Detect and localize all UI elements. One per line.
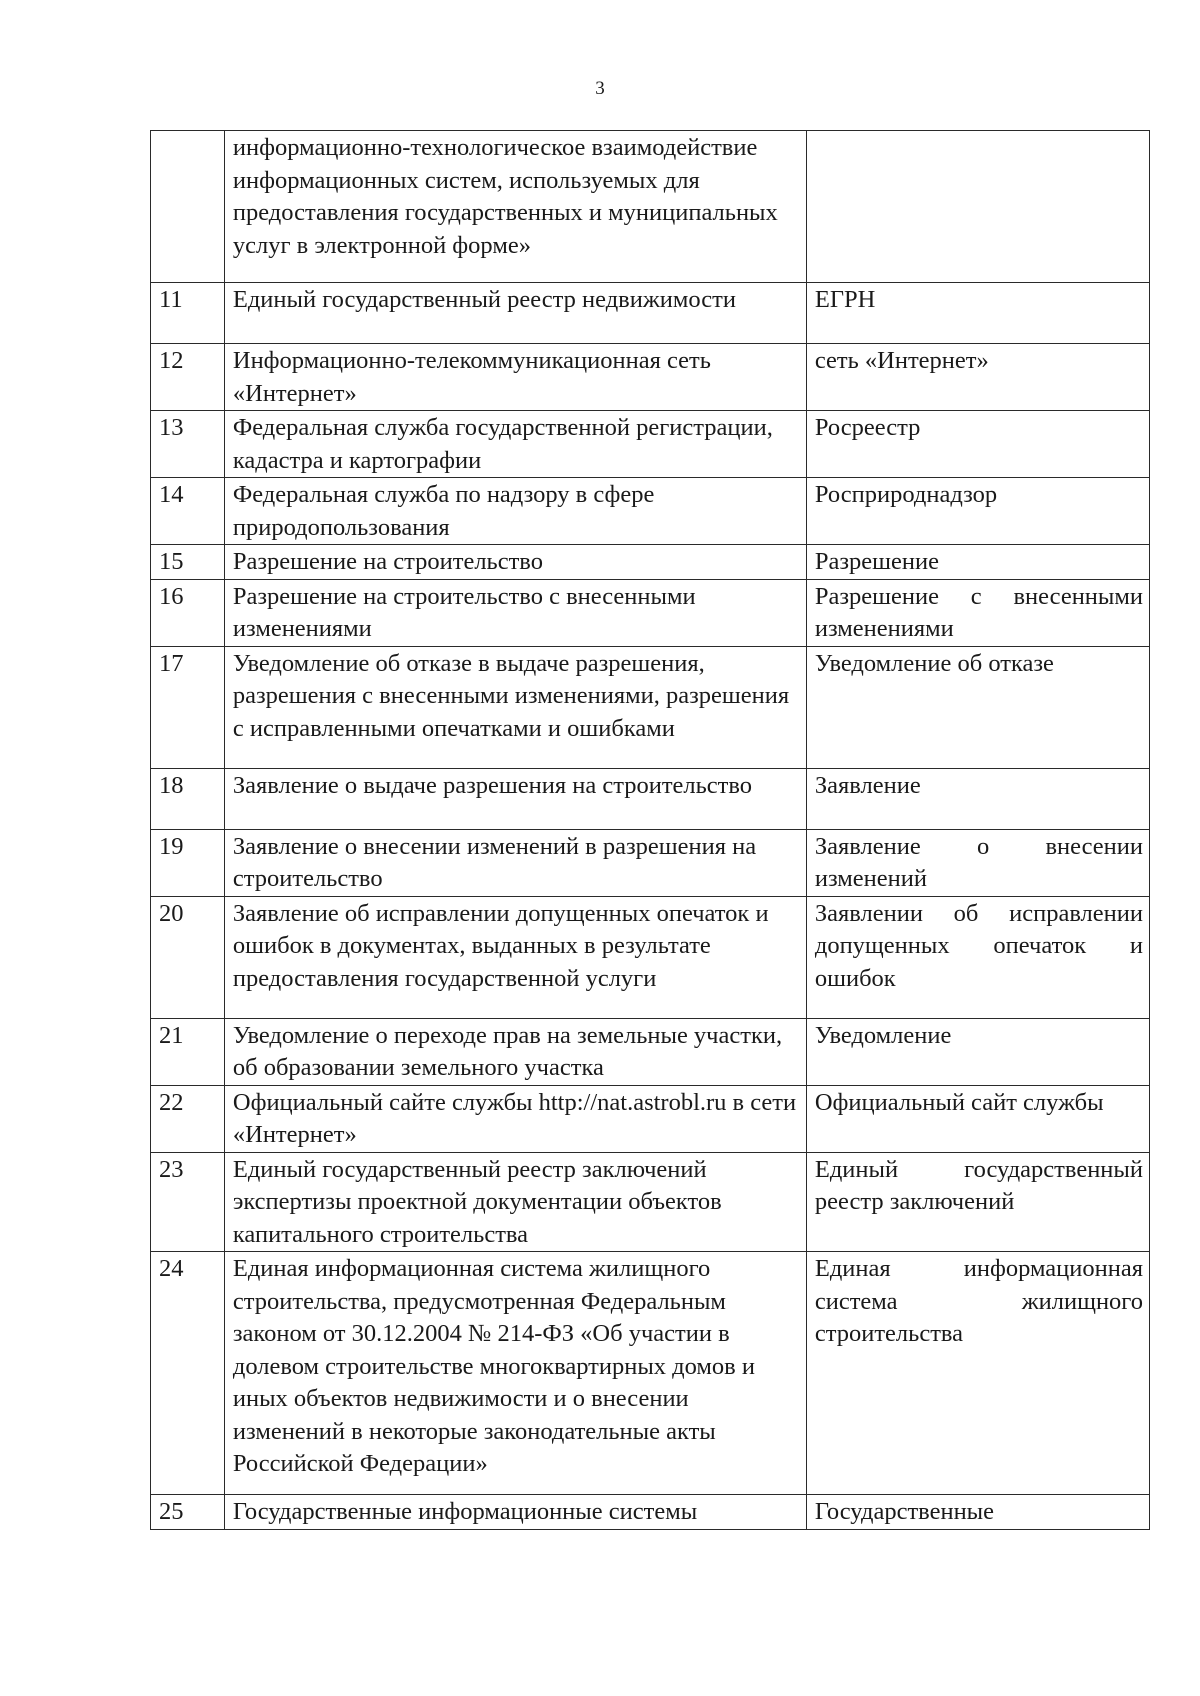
table-row	[151, 411, 1150, 478]
full-name-cell: Заявление о внесении изменений в разрешения на строительство	[224, 829, 806, 896]
full-name-cell: Уведомление об отказе в выдаче разрешения, разрешения с внесенными изменениями, разрешения с исправленными опечатками и ошибками	[224, 646, 806, 768]
row-number: 13	[151, 411, 225, 478]
row-number: 14	[151, 478, 225, 545]
row-number: 12	[151, 344, 225, 411]
full-name-cell: Государственные информационные системы	[224, 1495, 806, 1530]
table-row	[151, 131, 1150, 283]
abbreviation-cell: Государственные	[806, 1495, 1149, 1530]
table-row	[151, 1495, 1150, 1530]
full-name-cell: Уведомление о переходе прав на земельные участки, об образовании земельного участка	[224, 1018, 806, 1085]
full-name-cell: Единый государственный реестр заключений экспертизы проектной документации объектов капитального строительства	[224, 1152, 806, 1252]
abbreviation-cell: сеть «Интернет»	[806, 344, 1149, 411]
full-name-cell: Заявление о выдаче разрешения на строительство	[224, 768, 806, 829]
table-row	[151, 478, 1150, 545]
abbreviation-cell: Разрешение с внесенными изменениями	[806, 579, 1149, 646]
row-number: 21	[151, 1018, 225, 1085]
row-number: 22	[151, 1085, 225, 1152]
page-number: 3	[595, 78, 605, 99]
table-row	[151, 896, 1150, 1018]
full-name-cell: Единая информационная система жилищного строительства, предусмотренная Федеральным законом от 30.12.2004 № 214-ФЗ «Об участии в долевом строительстве многоквартирных домов и иных объектов недвижимости и о внесении изменений в некоторые законодательные акты Российской Федерации»	[224, 1252, 806, 1495]
abbreviation-cell: Росприроднадзор	[806, 478, 1149, 545]
abbreviation-cell: Разрешение	[806, 545, 1149, 580]
row-number: 18	[151, 768, 225, 829]
abbreviation-cell: Росреестр	[806, 411, 1149, 478]
full-name-cell: информационно-технологическое взаимодействие информационных систем, используемых для предоставления государственных и муниципальных услуг в электронной форме»	[224, 131, 806, 283]
row-number: 17	[151, 646, 225, 768]
full-name-cell: Разрешение на строительство	[224, 545, 806, 580]
table-row	[151, 768, 1150, 829]
row-number: 20	[151, 896, 225, 1018]
abbreviation-cell: Официальный сайт службы	[806, 1085, 1149, 1152]
abbreviation-cell: Заявление	[806, 768, 1149, 829]
abbreviation-cell: Заявление о внесении изменений	[806, 829, 1149, 896]
abbreviation-cell: Единый государственный реестр заключений	[806, 1152, 1149, 1252]
table-row	[151, 1085, 1150, 1152]
full-name-cell: Разрешение на строительство с внесенными изменениями	[224, 579, 806, 646]
table-row	[151, 646, 1150, 768]
full-name-cell: Федеральная служба по надзору в сфере природопользования	[224, 478, 806, 545]
full-name-cell: Заявление об исправлении допущенных опечаток и ошибок в документах, выданных в результате предоставления государственной услуги	[224, 896, 806, 1018]
row-number: 19	[151, 829, 225, 896]
full-name-cell: Информационно-телекоммуникационная сеть «Интернет»	[224, 344, 806, 411]
table-row	[151, 283, 1150, 344]
abbreviations-table	[150, 130, 1150, 1530]
table-row	[151, 344, 1150, 411]
row-number: 23	[151, 1152, 225, 1252]
row-number: 15	[151, 545, 225, 580]
abbreviation-cell: ЕГРН	[806, 283, 1149, 344]
full-name-cell: Федеральная служба государственной регистрации, кадастра и картографии	[224, 411, 806, 478]
row-number: 16	[151, 579, 225, 646]
table-row	[151, 545, 1150, 580]
abbreviation-cell	[806, 131, 1149, 283]
row-number: 11	[151, 283, 225, 344]
abbreviation-cell: Уведомление	[806, 1018, 1149, 1085]
abbreviation-cell: Единая информационная система жилищного строительства	[806, 1252, 1149, 1495]
table-row	[151, 829, 1150, 896]
abbreviation-cell: Уведомление об отказе	[806, 646, 1149, 768]
row-number: 25	[151, 1495, 225, 1530]
full-name-cell: Единый государственный реестр недвижимости	[224, 283, 806, 344]
full-name-cell: Официальный сайте службы http://nat.astrobl.ru в сети «Интернет»	[224, 1085, 806, 1152]
table-row	[151, 1252, 1150, 1495]
abbreviation-cell: Заявлении об исправлении допущенных опечаток и ошибок	[806, 896, 1149, 1018]
table-row	[151, 1152, 1150, 1252]
row-number	[151, 131, 225, 283]
row-number: 24	[151, 1252, 225, 1495]
table-row	[151, 579, 1150, 646]
table-row	[151, 1018, 1150, 1085]
